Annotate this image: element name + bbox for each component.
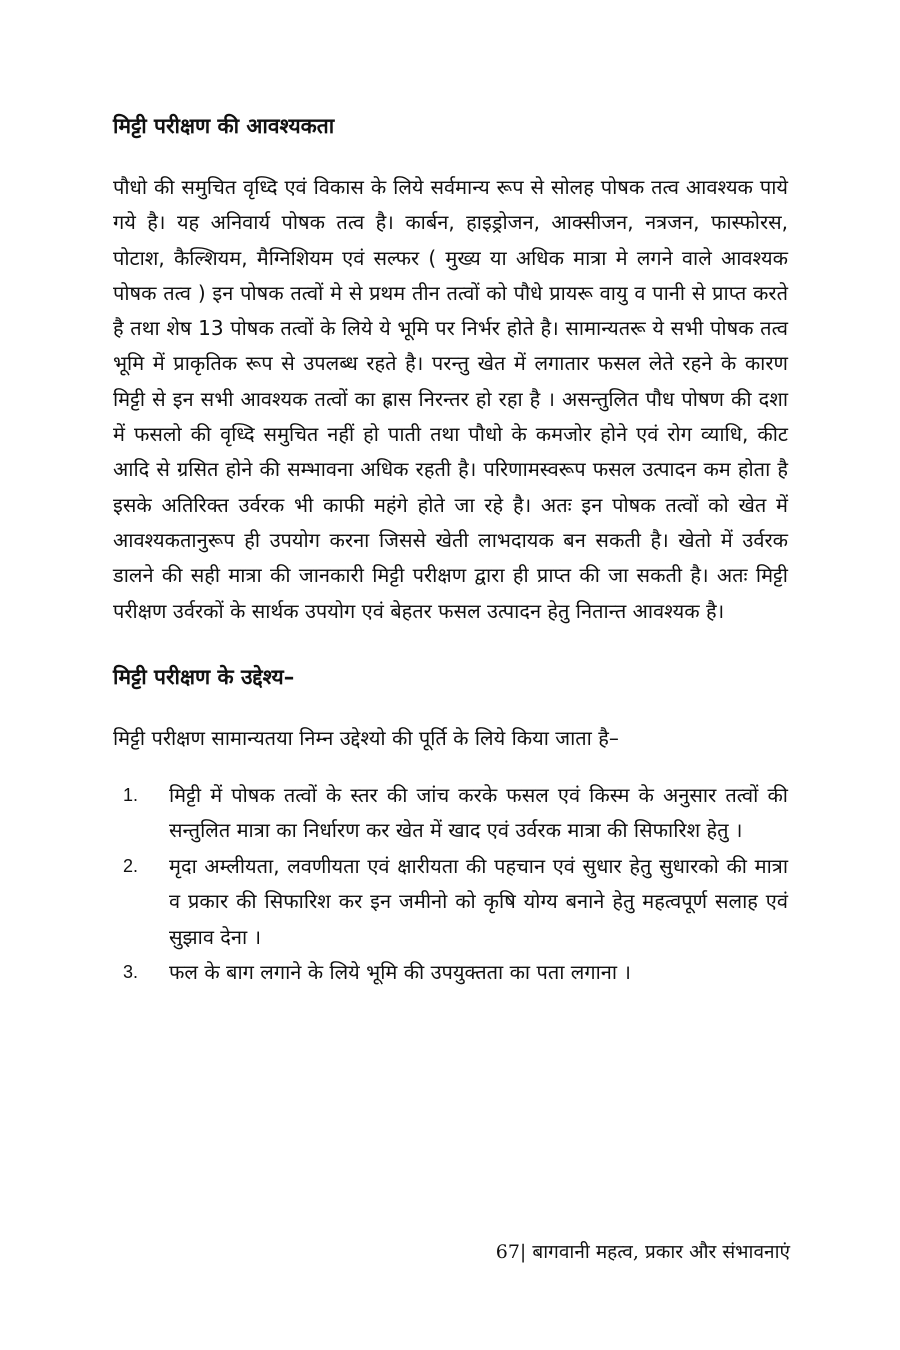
objectives-intro: मिट्टी परीक्षण सामान्यतया निम्न उद्देश्यो की पूर्ति के लिये किया जाता है– xyxy=(113,725,619,750)
list-item-text: मृदा अम्लीयता, लवणीयता एवं क्षारीयता की पहचान एवं सुधार हेतु सुधारको की मात्रा व प्रकार की सिफारिश कर इन जमीनो को कृषि योग्य बनाने हेतु महत्वपूर्ण सलाह एवं सुझाव देना । xyxy=(169,853,788,949)
list-item xyxy=(113,955,788,991)
section-paragraph-need: पौधो की समुचित वृध्दि एवं विकास के लिये सर्वमान्य रूप से सोलह पोषक तत्व आवश्यक पाये गये है। यह अनिवार्य पोषक तत्व है। कार्बन, हाइड्रोजन, आक्सीजन, नत्रजन, फास्फोरस, पोटाश, कैल्शियम, मैग्निशियम एवं सल्फर ( मुख्य या अधिक मात्रा मे लगने वाले आवश्यक पोषक तत्व ) इन पोषक तत्वों मे से प्रथम तीन तत्वों को पौधे प्रायरू वायु व पानी से प्राप्त करते है तथा शेष 13 पोषक तत्वों के लिये ये भूमि पर निर्भर होते है। सामान्यतरू ये सभी पोषक तत्व भूमि में प्राकृतिक रूप से उपलब्ध रहते है। परन्तु खेत में लगातार फसल लेते रहने के कारण मिट्टी से इन सभी आवश्यक तत्वों का ह्रास निरन्तर हो रहा है । असन्तुलित पौध पोषण की दशा में फसलो की वृध्दि समुचित नहीं हो पाती तथा पौधो के कमजोर होने एवं रोग व्याधि, कीट आदि से ग्रसित होने की सम्भावना अधिक रहती है। परिणामस्वरूप फसल उत्पादन कम होता है इसके अतिरिक्त उर्वरक भी काफी महंगे होते जा रहे है। अतः इन पोषक तत्वों को खेत में आवश्यकतानुरूप ही उपयोग करना जिससे खेती लाभदायक बन सकती है। खेतो में उर्वरक डालने की सही मात्रा की जानकारी मिट्टी परीक्षण द्वारा ही प्राप्त की जा सकती है। अतः मिट्टी परीक्षण उर्वरकों के सार्थक उपयोग एवं बेहतर फसल उत्पादन हेतु नितान्त आवश्यक है। xyxy=(113,175,788,623)
page-footer xyxy=(496,1238,790,1264)
list-item xyxy=(113,778,788,849)
list-item-number: 2. xyxy=(123,855,139,876)
list-item xyxy=(113,849,788,956)
list-item-number: 3. xyxy=(123,962,139,983)
list-item-text: फल के बाग लगाने के लिये भूमि की उपयुक्तता का पता लगाना । xyxy=(169,960,631,985)
section-heading-objectives: मिट्टी परीक्षण के उद्देश्य– xyxy=(113,664,295,689)
footer-separator: | xyxy=(519,1241,527,1263)
page-number: 67 xyxy=(495,1241,520,1263)
objectives-list xyxy=(113,778,788,991)
list-item-text: मिट्टी में पोषक तत्वों के स्तर की जांच करके फसल एवं किस्म के अनुसार तत्वों की सन्तुलित मात्रा का निर्धारण कर खेत में खाद एवं उर्वरक मात्रा की सिफारिश हेतु । xyxy=(169,782,788,843)
list-item-number: 1. xyxy=(123,784,139,805)
book-title: बागवानी महत्व, प्रकार और संभावनाएं xyxy=(526,1241,790,1263)
section-heading-need: मिट्टी परीक्षण की आवश्यकता xyxy=(113,114,335,138)
page-content xyxy=(113,108,788,991)
